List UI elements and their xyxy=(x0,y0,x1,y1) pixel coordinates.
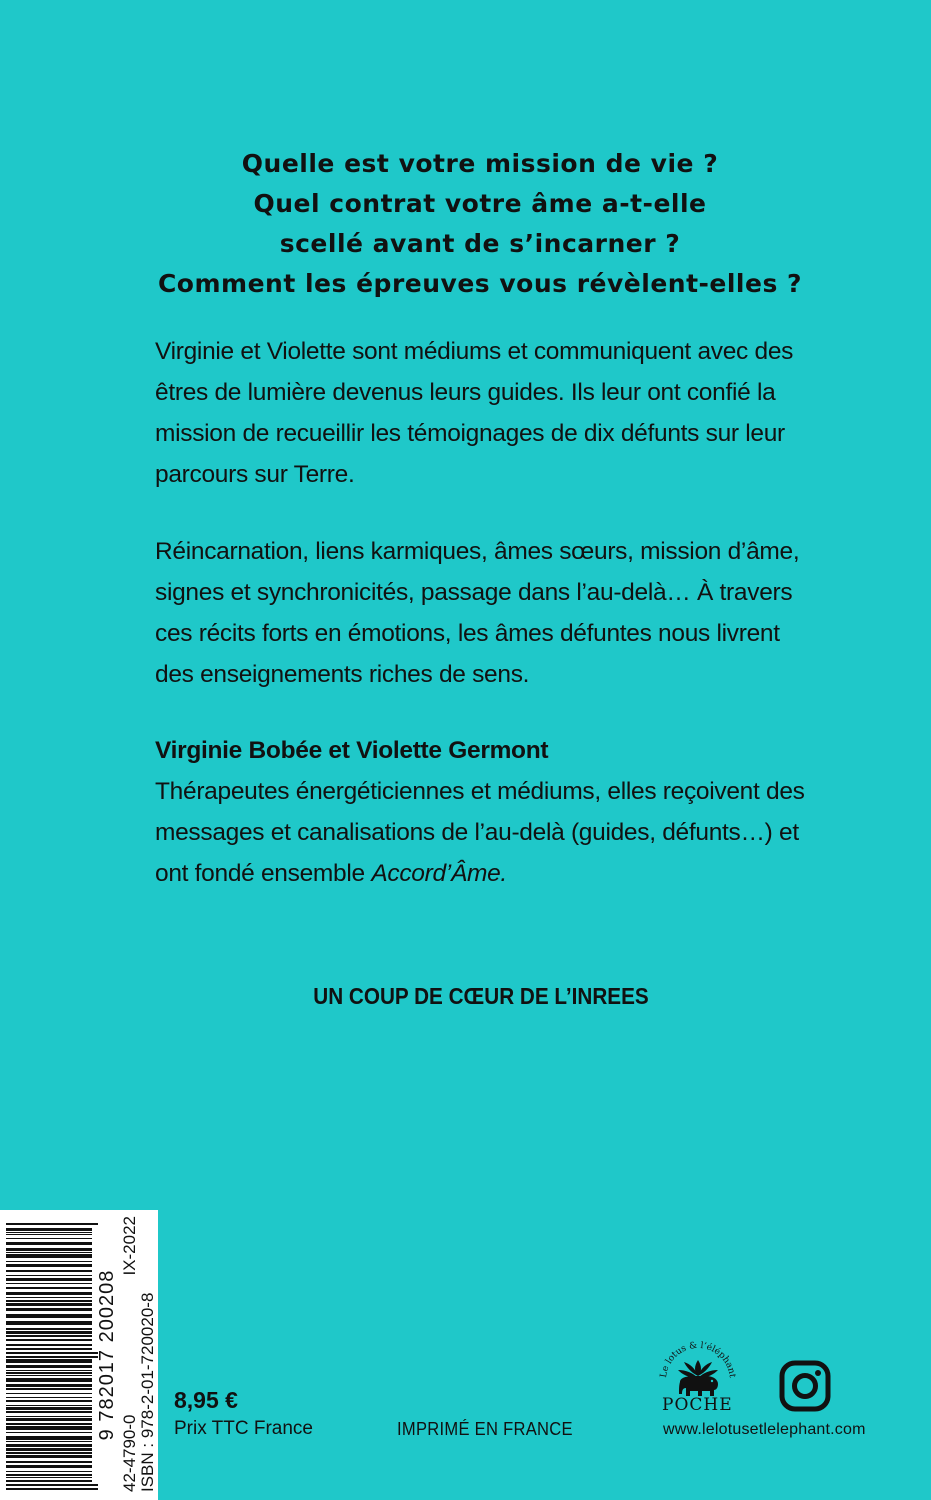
question-4: Comment les épreuves vous révèlent-elles ? xyxy=(157,269,803,298)
paragraph-intro: Virginie et Violette sont médiums et communiquent avec des êtres de lumière devenus leurs guides. Ils leur ont confié la mission de recueillir les témoignages de dix défunts sur leur parcours sur Terre. xyxy=(155,338,794,488)
logo-arc-text: Le lotus & l’éléphant xyxy=(659,1340,737,1379)
barcode-code-left: 42-4790-0 xyxy=(120,1414,139,1492)
authors-names: Virginie Bobée et Violette Germont xyxy=(155,737,549,764)
barcode-code-right: IX-2022 xyxy=(120,1216,139,1276)
authors-brand: Accord’Âme. xyxy=(371,860,507,887)
poche-label: POCHE xyxy=(662,1395,733,1415)
instagram-icon[interactable] xyxy=(779,1360,831,1412)
barcode-digits: 9 782017 200208 xyxy=(96,1269,118,1441)
printed-in: IMPRIMÉ EN FRANCE xyxy=(397,1419,573,1439)
question-3: scellé avant de s’incarner ? xyxy=(279,229,681,258)
question-2: Quel contrat votre âme a-t-elle xyxy=(253,189,707,218)
questions-block xyxy=(120,144,840,304)
price-note: Prix TTC France xyxy=(174,1418,314,1439)
authors-description-text: Thérapeutes énergéticiennes et médiums, elles reçoivent des messages et canalisations de l’au-delà (guides, défunts…) et ont fondé ensemble xyxy=(155,778,805,887)
authors-description xyxy=(155,778,805,887)
barcode-icon xyxy=(6,1220,98,1490)
question-1: Quelle est votre mission de vie ? xyxy=(241,149,719,178)
tagline: UN COUP DE CŒUR DE L’INREES xyxy=(313,983,649,1009)
price: 8,95 € xyxy=(174,1387,238,1413)
isbn: ISBN : 978-2-01-720020-8 xyxy=(138,1292,157,1492)
barcode-box xyxy=(0,1210,158,1500)
paragraph-themes: Réincarnation, liens karmiques, âmes sœurs, mission d’âme, signes et synchronicités, passage dans l’au-delà… À travers ces récits forts en émotions, les âmes défuntes nous livrent des enseignements riches de sens. xyxy=(155,538,800,688)
authors-block xyxy=(155,730,815,894)
barcode-rotated xyxy=(0,1210,158,1500)
publisher-website[interactable]: www.lelotusetlelephant.com xyxy=(663,1421,866,1438)
